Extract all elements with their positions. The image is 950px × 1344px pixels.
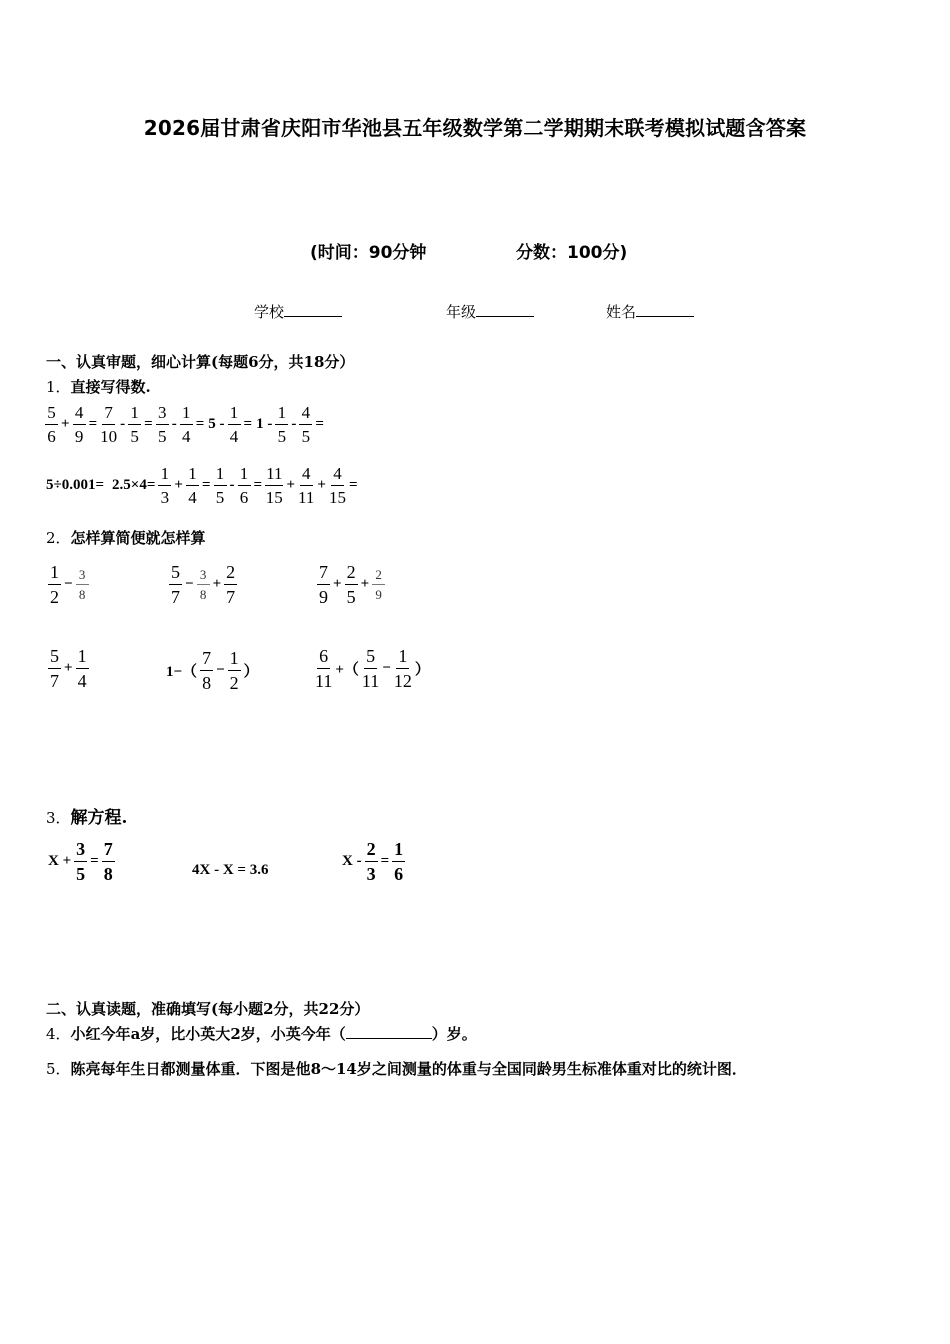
numerator: 4 [73, 404, 86, 425]
fraction [102, 840, 115, 883]
denominator: 6 [47, 427, 56, 446]
page-title: 2026届甘肃省庆阳市华池县五年级数学第二学期期末联考模拟试题含答案 [143, 116, 807, 140]
fraction [228, 649, 241, 692]
denominator: 6 [394, 864, 404, 884]
fraction [158, 465, 171, 506]
name-label: 姓名 [606, 303, 637, 321]
numerator: 1 [228, 649, 241, 671]
q1-row-1 [44, 404, 326, 445]
numerator: 4 [299, 404, 312, 425]
numerator: 1 [180, 404, 193, 425]
denominator: 2 [50, 587, 59, 607]
fraction [169, 563, 182, 606]
q4-text-c: 岁，小英今年（ [240, 1025, 346, 1043]
q2-expr-2 [168, 563, 238, 606]
operator: 4X - X = 3.6 [192, 862, 269, 878]
numerator: 3 [74, 840, 87, 862]
operator: - [229, 477, 235, 493]
exam-time: (时间：90分钟 [310, 243, 427, 263]
q1-row-2 [44, 465, 360, 506]
numerator: 5 [48, 647, 61, 669]
operator: − [64, 576, 73, 592]
denominator: 8 [103, 864, 113, 884]
fraction [186, 465, 199, 506]
operator: − [382, 660, 391, 676]
denominator: 12 [393, 671, 412, 691]
operator: = [90, 853, 99, 869]
q2-expr-3 [316, 563, 386, 606]
fraction [45, 404, 58, 445]
question-3-text: 解方程. [70, 808, 128, 828]
fraction [365, 840, 378, 883]
fraction [200, 649, 213, 692]
operator: = [243, 416, 253, 432]
operator: + [286, 477, 296, 493]
q2-expr-6 [314, 647, 432, 690]
operator: + [174, 477, 183, 493]
denominator: 7 [226, 587, 236, 607]
denominator: 8 [202, 673, 212, 693]
numerator: 1 [275, 404, 288, 425]
operator: + [64, 660, 73, 676]
fraction [392, 840, 405, 883]
q4-variable: a [130, 1025, 141, 1043]
numerator: 7 [102, 404, 115, 425]
school-label: 学校 [254, 303, 285, 321]
denominator: 9 [375, 587, 382, 602]
operator: ） [243, 664, 259, 680]
q4-number-value: 2 [230, 1025, 241, 1043]
fraction [128, 404, 141, 445]
numerator: 3 [197, 568, 210, 585]
q3-equation-2 [190, 862, 270, 879]
denominator: 10 [100, 427, 118, 446]
numerator: 5 [45, 404, 58, 425]
operator: = [201, 477, 211, 493]
fraction [224, 563, 237, 606]
operator: 2.5×4= [112, 477, 156, 493]
question-5 [46, 1058, 747, 1079]
operator: = [88, 416, 98, 432]
operator: 1−（ [166, 664, 198, 680]
numerator: 1 [396, 647, 409, 669]
denominator: 3 [160, 488, 170, 507]
denominator: 15 [328, 488, 346, 507]
numerator: 1 [76, 647, 89, 669]
fraction [345, 563, 358, 606]
grade-label: 年级 [446, 303, 477, 321]
numerator: 1 [214, 465, 227, 486]
denominator: 4 [181, 427, 191, 446]
denominator: 8 [199, 587, 207, 602]
fraction [394, 647, 412, 690]
operator: + [317, 477, 326, 493]
numerator: 4 [300, 465, 313, 486]
numerator: 7 [317, 563, 330, 585]
numerator: 2 [345, 563, 358, 585]
operator: - [291, 416, 297, 432]
denominator: 4 [188, 488, 197, 507]
q3-equation-3 [340, 840, 406, 883]
denominator: 15 [265, 488, 283, 507]
denominator: 11 [361, 671, 380, 691]
fraction [275, 404, 288, 445]
operator: = [144, 416, 153, 432]
denominator: 9 [74, 427, 84, 446]
denominator: 5 [157, 427, 167, 446]
numerator: 1 [238, 465, 251, 486]
fraction [48, 563, 61, 606]
question-5-number: 5． [46, 1060, 71, 1078]
operator: = [380, 853, 390, 869]
fraction [76, 568, 89, 601]
school-field[interactable] [254, 301, 342, 322]
operator: 1 - [256, 416, 273, 432]
numerator: 3 [156, 404, 169, 425]
operator: = [195, 416, 205, 432]
fraction [315, 647, 332, 690]
operator: − [216, 662, 225, 678]
fraction [317, 563, 330, 606]
numerator: 3 [76, 568, 89, 585]
denominator: 4 [229, 427, 239, 446]
numerator: 6 [317, 647, 330, 669]
fraction [298, 465, 314, 506]
operator: X + [48, 853, 72, 869]
numerator: 1 [128, 404, 141, 425]
numerator: 1 [158, 465, 171, 486]
numerator: 5 [364, 647, 377, 669]
numerator: 2 [224, 563, 237, 585]
exam-score: 分数：100分) [516, 243, 628, 263]
denominator: 7 [171, 587, 180, 607]
question-3-number: 3． [46, 809, 71, 827]
fraction [73, 404, 86, 445]
fraction [48, 647, 61, 690]
denominator: 5 [215, 488, 225, 507]
denominator: 4 [77, 671, 87, 691]
q5-text-b: 岁之间测量的体重与全国同龄男生标准体重对比的统计图． [356, 1060, 747, 1078]
numerator: 2 [365, 840, 378, 862]
operator: +（ [335, 662, 359, 678]
fraction [74, 840, 87, 883]
question-4 [46, 1023, 477, 1044]
denominator: 11 [315, 671, 333, 691]
operator: + [61, 416, 70, 432]
q2-expr-5 [164, 649, 261, 692]
fraction [265, 465, 283, 506]
denominator: 6 [239, 488, 249, 507]
operator: + [360, 576, 370, 592]
grade-blank[interactable] [476, 302, 534, 317]
fraction [180, 404, 193, 445]
question-1-number: 1． [46, 378, 71, 396]
numerator: 1 [186, 465, 199, 486]
q4-answer-blank[interactable] [346, 1024, 432, 1039]
q4-text-d: ）岁。 [431, 1025, 477, 1043]
operator: = [315, 416, 324, 432]
numerator: 5 [169, 563, 182, 585]
operator: X - [342, 853, 362, 869]
fraction [372, 568, 385, 601]
operator: + [212, 576, 222, 592]
grade-field[interactable] [446, 301, 534, 322]
denominator: 7 [50, 671, 59, 691]
numerator: 4 [331, 465, 344, 486]
q4-text-a: 小红今年 [70, 1025, 131, 1043]
fraction [197, 568, 210, 601]
question-3 [46, 803, 127, 828]
denominator: 5 [76, 864, 86, 884]
numerator: 1 [228, 404, 241, 425]
question-2 [46, 527, 206, 548]
operator: = [253, 477, 263, 493]
q5-age-range: 8～14 [310, 1060, 357, 1078]
numerator: 7 [200, 649, 213, 671]
school-blank[interactable] [284, 302, 342, 317]
denominator: 11 [298, 488, 315, 507]
name-blank[interactable] [636, 302, 694, 317]
q4-text-b: 岁，比小英大 [140, 1025, 231, 1043]
q2-expr-1 [47, 563, 90, 606]
denominator: 9 [319, 587, 328, 607]
numerator: 1 [48, 563, 61, 585]
operator: + [333, 576, 342, 592]
denominator: 5 [277, 427, 287, 446]
operator: 5 - [208, 416, 225, 432]
denominator: 2 [229, 673, 239, 693]
section-2-heading: 二、认真读题，准确填写(每小题2分，共22分） [46, 1000, 370, 1018]
operator: - [171, 416, 177, 432]
numerator: 2 [372, 568, 385, 585]
question-2-text: 怎样算简便就怎样算 [70, 529, 206, 547]
fraction [100, 404, 117, 445]
fraction [362, 647, 379, 690]
operator: ） [414, 662, 430, 678]
operator: - [120, 416, 126, 432]
denominator: 5 [301, 427, 311, 446]
section-1-heading: 一、认真审题，细心计算(每题6分，共18分） [46, 353, 355, 371]
q2-expr-4 [47, 647, 90, 690]
fraction [76, 647, 89, 690]
numerator: 11 [265, 465, 283, 486]
q5-text-a: 陈亮每年生日都测量体重．下图是他 [70, 1060, 311, 1078]
fraction [214, 465, 227, 506]
denominator: 5 [130, 427, 139, 446]
fraction [299, 404, 312, 445]
operator: − [185, 576, 194, 592]
name-field[interactable] [606, 301, 694, 322]
fraction [156, 404, 169, 445]
denominator: 5 [346, 587, 356, 607]
numerator: 7 [102, 840, 115, 862]
fraction [228, 404, 241, 445]
question-1 [46, 376, 151, 397]
q3-equation-1 [46, 840, 116, 883]
denominator: 8 [78, 587, 86, 602]
denominator: 3 [366, 864, 376, 884]
operator: = [348, 477, 358, 493]
question-2-number: 2． [46, 529, 71, 547]
fraction [238, 465, 251, 506]
operator: 5÷0.001= [46, 477, 105, 493]
fraction [329, 465, 346, 506]
question-1-text: 直接写得数. [70, 378, 151, 396]
question-4-number: 4． [46, 1025, 71, 1043]
numerator: 1 [392, 840, 405, 862]
